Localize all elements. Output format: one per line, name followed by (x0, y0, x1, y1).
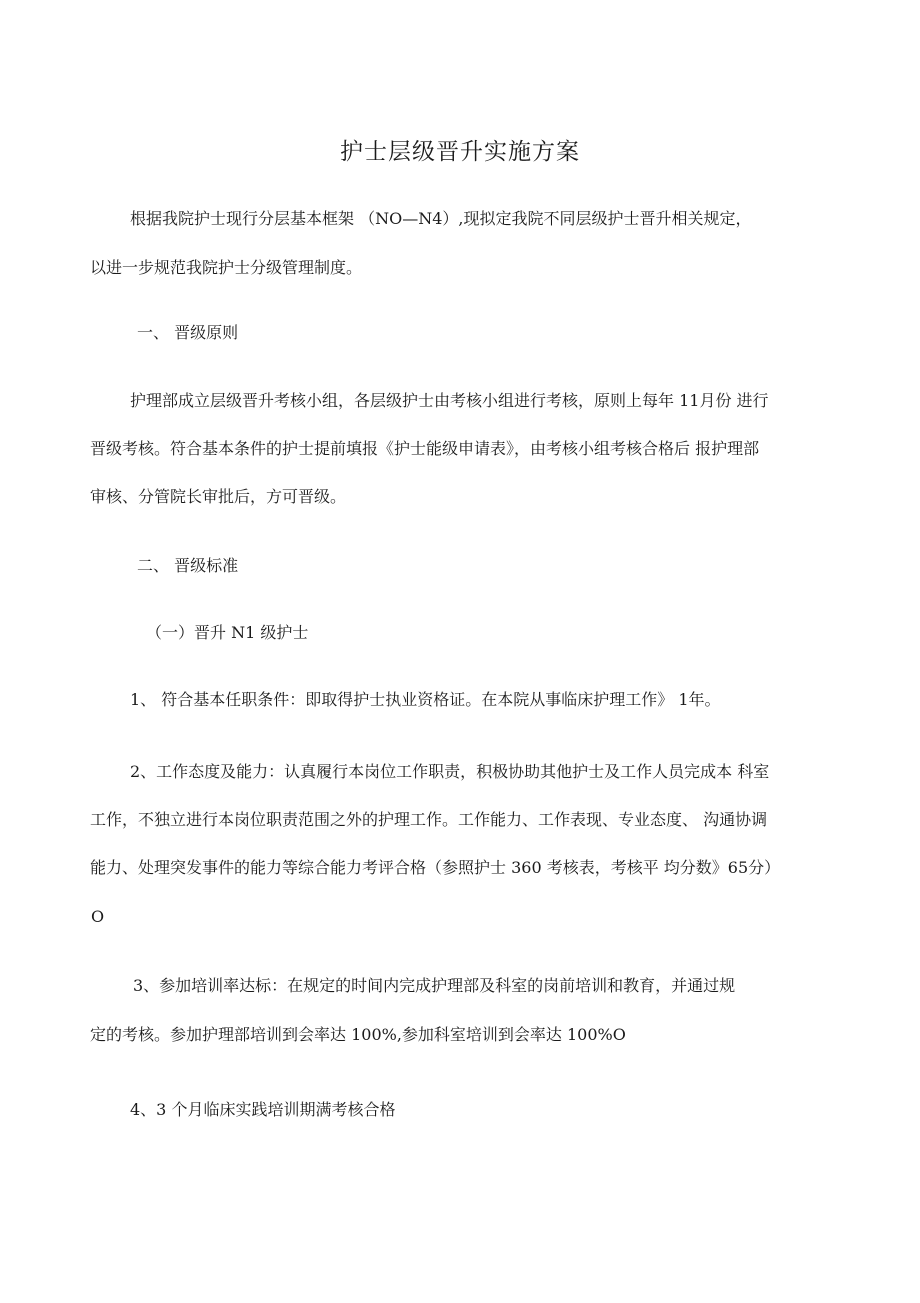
criteria-item-2-line-2: 工作，不独立进行本岗位职责范围之外的护理工作。工作能力、工作表现、专业态度、 沟通协调 (90, 810, 768, 829)
criteria-item-2-line-4: O (91, 907, 105, 926)
section-1-line-3: 审核、分管院长审批后，方可晋级。 (90, 487, 347, 506)
document-title: 护士层级晋升实施方案 (340, 139, 580, 165)
section-1-line-2: 晋级考核。符合基本条件的护士提前填报《护士能级申请表》，由考核小组考核合格后 报护理部 (90, 439, 760, 458)
section-1-heading: 一、 晋级原则 (137, 323, 239, 342)
criteria-item-3-line-1: 3、参加培训率达标：在规定的时间内完成护理部及科室的岗前培训和教育，并通过规 (133, 976, 736, 995)
subsection-n1-heading: （一）晋升 N1 级护士 (146, 623, 309, 642)
criteria-item-4: 4、3 个月临床实践培训期满考核合格 (130, 1100, 396, 1119)
criteria-item-2-line-1: 2、工作态度及能力：认真履行本岗位工作职责，积极协助其他护士及工作人员完成本 科室 (130, 762, 770, 781)
section-1-line-1: 护理部成立层级晋升考核小组，各层级护士由考核小组进行考核，原则上每年 11月份 进行 (130, 391, 769, 410)
intro-line-2: 以进一步规范我院护士分级管理制度。 (90, 258, 363, 277)
section-2-heading: 二、 晋级标准 (137, 556, 239, 575)
criteria-item-3-line-2: 定的考核。参加护理部培训到会率达 100%,参加科室培训到会率达 100%O (90, 1025, 626, 1044)
intro-line-1: 根据我院护士现行分层基本框架 （NO—N4）,现拟定我院不同层级护士晋升相关规定， (130, 209, 752, 228)
criteria-item-2-line-3: 能力、处理突发事件的能力等综合能力考评合格（参照护士 360 考核表，考核平 均分数》65分） (90, 858, 781, 877)
criteria-item-1: 1、 符合基本任职条件：即取得护士执业资格证。在本院从事临床护理工作》 1年。 (130, 690, 721, 709)
